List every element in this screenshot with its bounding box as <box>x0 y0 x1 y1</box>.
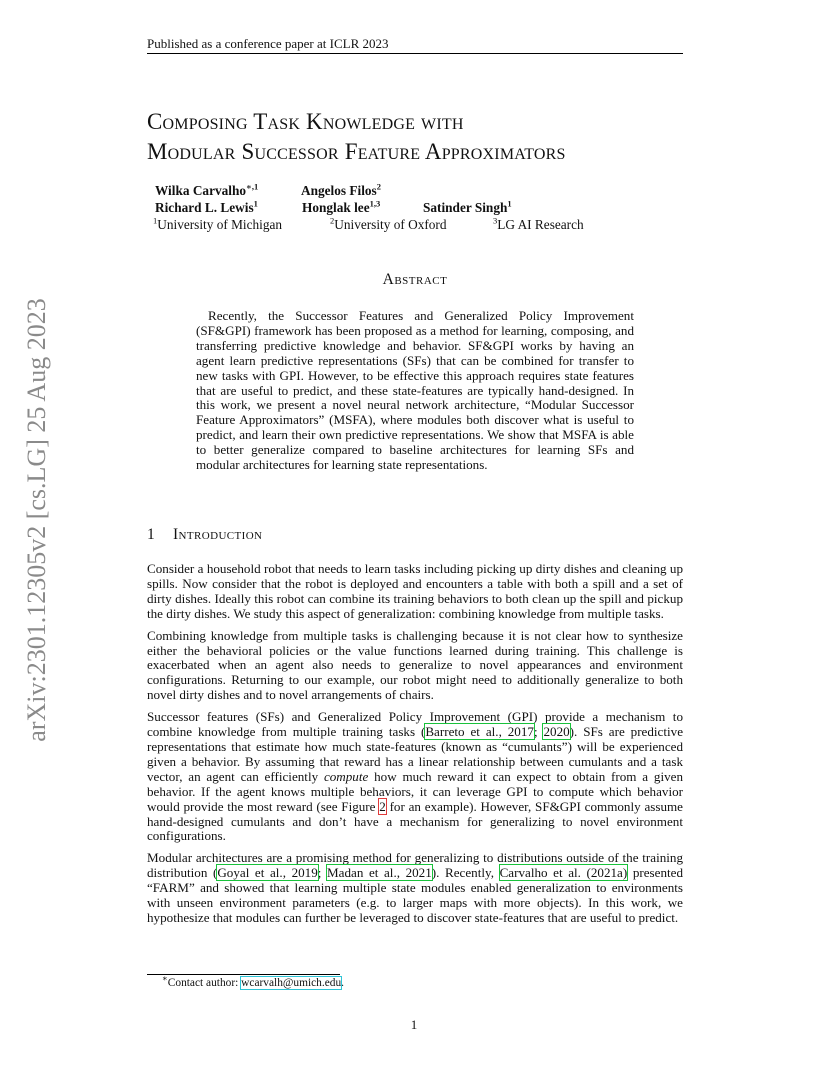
paragraph-1: Consider a household robot that needs to learn tasks including picking up dirty dishes and cleaning up spills. Now consider that the robot is deployed and encounters a table with both a spill and a set of dirty dishes. Ideally this robot can combine its training behaviors to both clean up the spill and pickup the dirty dishes. We study this aspect of generalization: combining knowledge from multiple tasks. <box>147 561 683 621</box>
author-5: Satinder Singh$^1$ <box>423 198 512 215</box>
title-line-1: Composing Task Knowledge with <box>147 109 464 134</box>
affiliation-row <box>155 216 685 233</box>
section-number: 1 <box>147 526 156 543</box>
abstract-body <box>196 309 634 473</box>
introduction-body <box>147 562 683 933</box>
citation-link[interactable]: Madan et al., 2021 <box>327 865 432 881</box>
author-3: Richard L. Lewis$^1$ <box>155 198 258 215</box>
figure-reference-link[interactable]: 2 <box>379 798 386 814</box>
title-line-2: Modular Successor Feature Approximators <box>147 139 566 164</box>
footnote: ∗Contact author: wcarvalh@umich.edu. <box>162 973 345 989</box>
section-title: Introduction <box>173 526 263 543</box>
page-number: 1 <box>410 1017 418 1032</box>
paragraph-2: Combining knowledge from multiple tasks is challenging because it is not clear how to synthesize either the behavioral policies or the value functions learned during training. This challenge is exacerbated when an agent also needs to generalize to novel appearances and environment configurations. Returning to our example, our robot might need to additionally generalize to both novel dirty dishes and to novel arrangements of chairs. <box>147 627 683 703</box>
header-rule <box>147 53 683 54</box>
citation-link[interactable]: Carvalho et al. (2021a) <box>499 865 628 881</box>
paper-title <box>147 107 707 167</box>
footnote-rule <box>147 974 340 975</box>
email-link[interactable]: wcarvalh@umich.edu <box>241 977 342 989</box>
author-2: Angelos Filos$^2$ <box>301 181 381 198</box>
author-block <box>155 182 685 233</box>
author-1: Wilka Carvalho$^{∗,1}$ <box>155 181 259 198</box>
author-4: Honglak lee$^{1,3}$ <box>302 198 381 215</box>
citation-link[interactable]: 2020 <box>543 724 570 740</box>
author-row-1 <box>155 182 685 199</box>
affiliation-3: $^3$LG AI Research <box>493 215 584 232</box>
section-heading-introduction <box>147 526 262 544</box>
citation-link[interactable]: Barreto et al., 2017 <box>425 724 534 740</box>
abstract-text: Recently, the Successor Features and Generalized Policy Improvement (SF&GPI) framework has been proposed as a method for learning, composing, and transferring predictive knowledge and behavior. SF&GPI works by having an agent learn predictive representations (SFs) that can be combined for transfer to new tasks with GPI. However, to be effective this approach requires state features that are useful to predict, and these state-features are typically hand-designed. In this work, we present a novel neural network architecture, “Modular Successor Feature Approximators” (MSFA), where modules both discover what is useful to predict, and learn their own predictive representations. We show that MSFA is able to better generalize compared to baseline architectures for learning SFs and modular architectures for learning state representations. <box>196 308 634 473</box>
paragraph-4: Modular architectures are a promising method for generalizing to distributions outside of the training distribution (Goyal et al., 2019; Madan et al., 2021). Recently, Carvalho et al. (2021a) presented “FARM” and showed that learning multiple state modules enabled generalization to environments with unseen environment parameters (e.g. to larger maps with more objects). In this work, we hypothesize that modules can further be leveraged to discover state-features that are useful to predict. <box>147 850 683 925</box>
citation-link[interactable]: Goyal et al., 2019 <box>217 865 318 881</box>
running-header: Published as a conference paper at ICLR 2023 <box>147 36 389 51</box>
affiliation-1: $^1$University of Michigan <box>153 215 283 232</box>
author-row-2 <box>155 199 685 216</box>
arxiv-stamp: arXiv:2301.12305v2 [cs.LG] 25 Aug 2023 <box>22 298 51 742</box>
abstract-heading: Abstract <box>382 271 448 288</box>
affiliation-2: $^2$University of Oxford <box>330 215 447 232</box>
paragraph-3: Successor features (SFs) and Generalized Policy Improvement (GPI) provide a mechanism to combine knowledge from multiple training tasks (Barreto et al., 2017; 2020). SFs are predictive representations that estimate how much state-features (known as “cumulants”) will be experienced given a behavior. By assuming that reward has a linear relationship between cumulants and a task vector, an agent can efficiently compute how much reward it can expect to obtain from a given behavior. If the agent knows multiple behaviors, it can leverage GPI to compute which behavior would provide the most reward (see Figure 2 for an example). However, SF&GPI commonly assume hand-designed cumulants and don’t have a mechanism for generalizing to novel environment configurations. <box>147 709 684 844</box>
